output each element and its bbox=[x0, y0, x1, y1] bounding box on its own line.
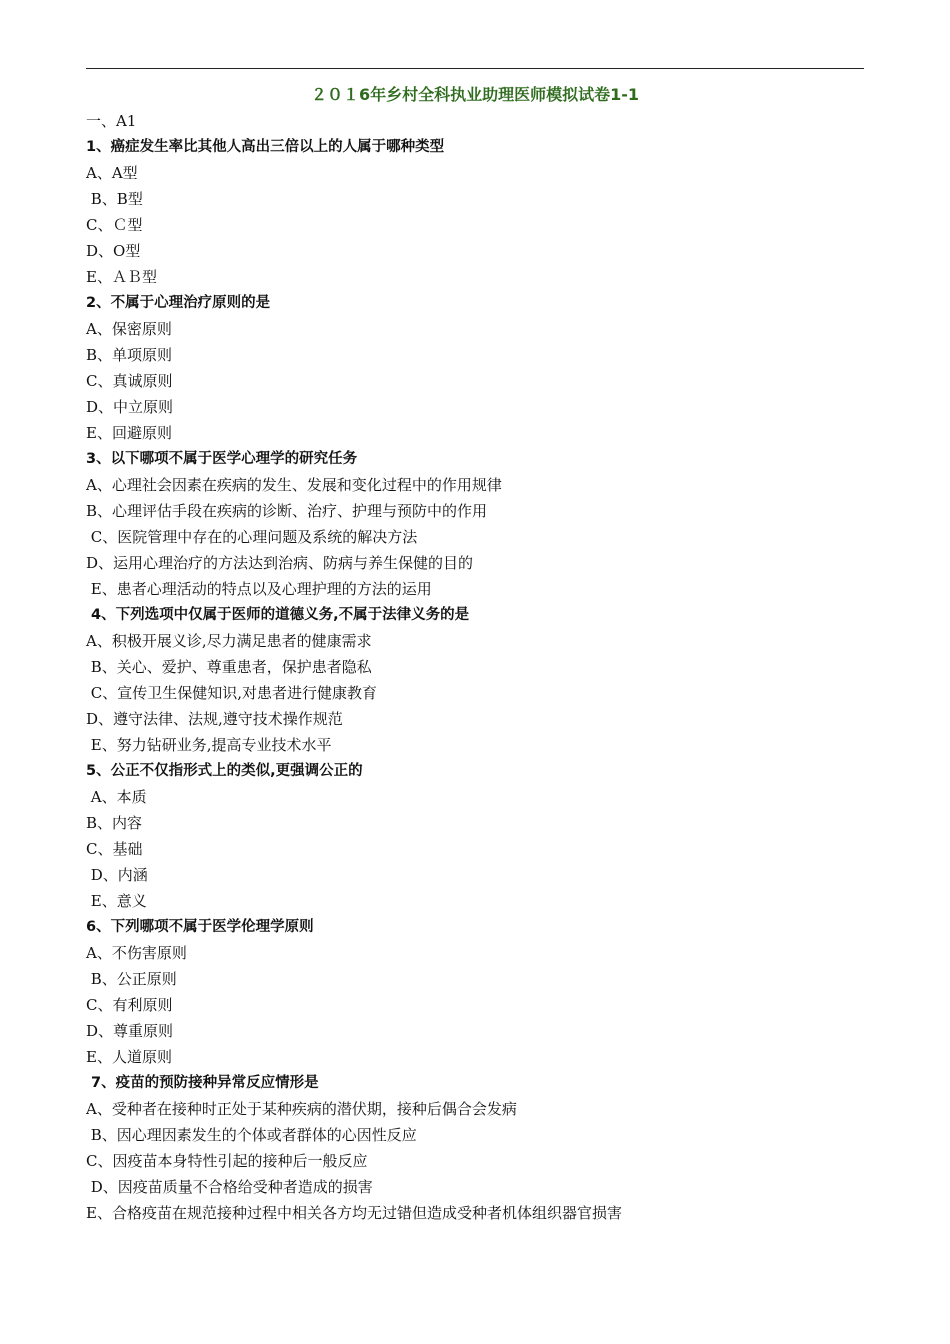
answer-option: B、公正原则 bbox=[86, 970, 177, 988]
answer-option: C、因疫苗本身特性引起的接种后一般反应 bbox=[86, 1152, 368, 1170]
answer-option: A、不伤害原则 bbox=[86, 944, 187, 962]
answer-option: C、Ｃ型 bbox=[86, 216, 143, 234]
answer-option: D、运用心理治疗的方法达到治病、防病与养生保健的目的 bbox=[86, 554, 474, 572]
answer-option: E、患者心理活动的特点以及心理护理的方法的运用 bbox=[86, 580, 432, 598]
section-heading: 一、A1 bbox=[86, 112, 137, 130]
answer-option: A、积极开展义诊,尽力满足患者的健康需求 bbox=[86, 632, 372, 650]
answer-option: A、A型 bbox=[86, 164, 138, 182]
answer-option: D、中立原则 bbox=[86, 398, 174, 416]
answer-option: D、内涵 bbox=[86, 866, 148, 884]
question-stem: 1、癌症发生率比其他人高出三倍以上的人属于哪种类型 bbox=[86, 139, 445, 155]
answer-option: A、保密原则 bbox=[86, 320, 172, 338]
question-stem: 2、不属于心理治疗原则的是 bbox=[86, 295, 271, 311]
document-title: ２０１6年乡村全科执业助理医师模拟试卷1-1 bbox=[310, 85, 640, 104]
answer-option: C、宣传卫生保健知识,对患者进行健康教育 bbox=[86, 684, 378, 702]
answer-option: E、ＡＢ型 bbox=[86, 268, 157, 286]
answer-option: E、合格疫苗在规范接种过程中相关各方均无过错但造成受种者机体组织器官损害 bbox=[86, 1204, 622, 1222]
answer-option: B、关心、爱护、尊重患者，保护患者隐私 bbox=[86, 658, 372, 676]
answer-option: A、受种者在接种时正处于某种疾病的潜伏期，接种后偶合会发病 bbox=[86, 1100, 517, 1118]
answer-option: A、心理社会因素在疾病的发生、发展和变化过程中的作用规律 bbox=[86, 476, 502, 494]
question-stem: 7、疫苗的预防接种异常反应情形是 bbox=[86, 1075, 319, 1091]
answer-option: D、因疫苗质量不合格给受种者造成的损害 bbox=[86, 1178, 373, 1196]
question-stem: 4、下列选项中仅属于医师的道德义务,不属于法律义务的是 bbox=[86, 607, 470, 623]
question-stem: 3、以下哪项不属于医学心理学的研究任务 bbox=[86, 451, 358, 467]
answer-option: C、医院管理中存在的心理问题及系统的解决方法 bbox=[86, 528, 418, 546]
header-rule bbox=[86, 68, 864, 69]
question-lines bbox=[86, 134, 886, 1226]
answer-option: B、单项原则 bbox=[86, 346, 173, 364]
answer-option: E、回避原则 bbox=[86, 424, 172, 442]
answer-option: C、基础 bbox=[86, 840, 143, 858]
answer-option: A、本质 bbox=[86, 788, 147, 806]
answer-option: C、有利原则 bbox=[86, 996, 173, 1014]
answer-option: E、意义 bbox=[86, 892, 147, 910]
answer-option: B、B型 bbox=[86, 190, 143, 208]
answer-option: B、因心理因素发生的个体或者群体的心因性反应 bbox=[86, 1126, 417, 1144]
answer-option: D、O型 bbox=[86, 242, 141, 260]
question-stem: 5、公正不仅指形式上的类似,更强调公正的 bbox=[86, 763, 363, 779]
answer-option: E、努力钻研业务,提高专业技术水平 bbox=[86, 736, 332, 754]
question-list bbox=[86, 108, 886, 1226]
answer-option: C、真诚原则 bbox=[86, 372, 173, 390]
answer-option: B、内容 bbox=[86, 814, 143, 832]
question-stem: 6、下列哪项不属于医学伦理学原则 bbox=[86, 919, 314, 935]
answer-option: B、心理评估手段在疾病的诊断、治疗、护理与预防中的作用 bbox=[86, 502, 488, 520]
answer-option: D、尊重原则 bbox=[86, 1022, 174, 1040]
answer-option: D、遵守法律、法规,遵守技术操作规范 bbox=[86, 710, 343, 728]
answer-option: E、人道原则 bbox=[86, 1048, 172, 1066]
